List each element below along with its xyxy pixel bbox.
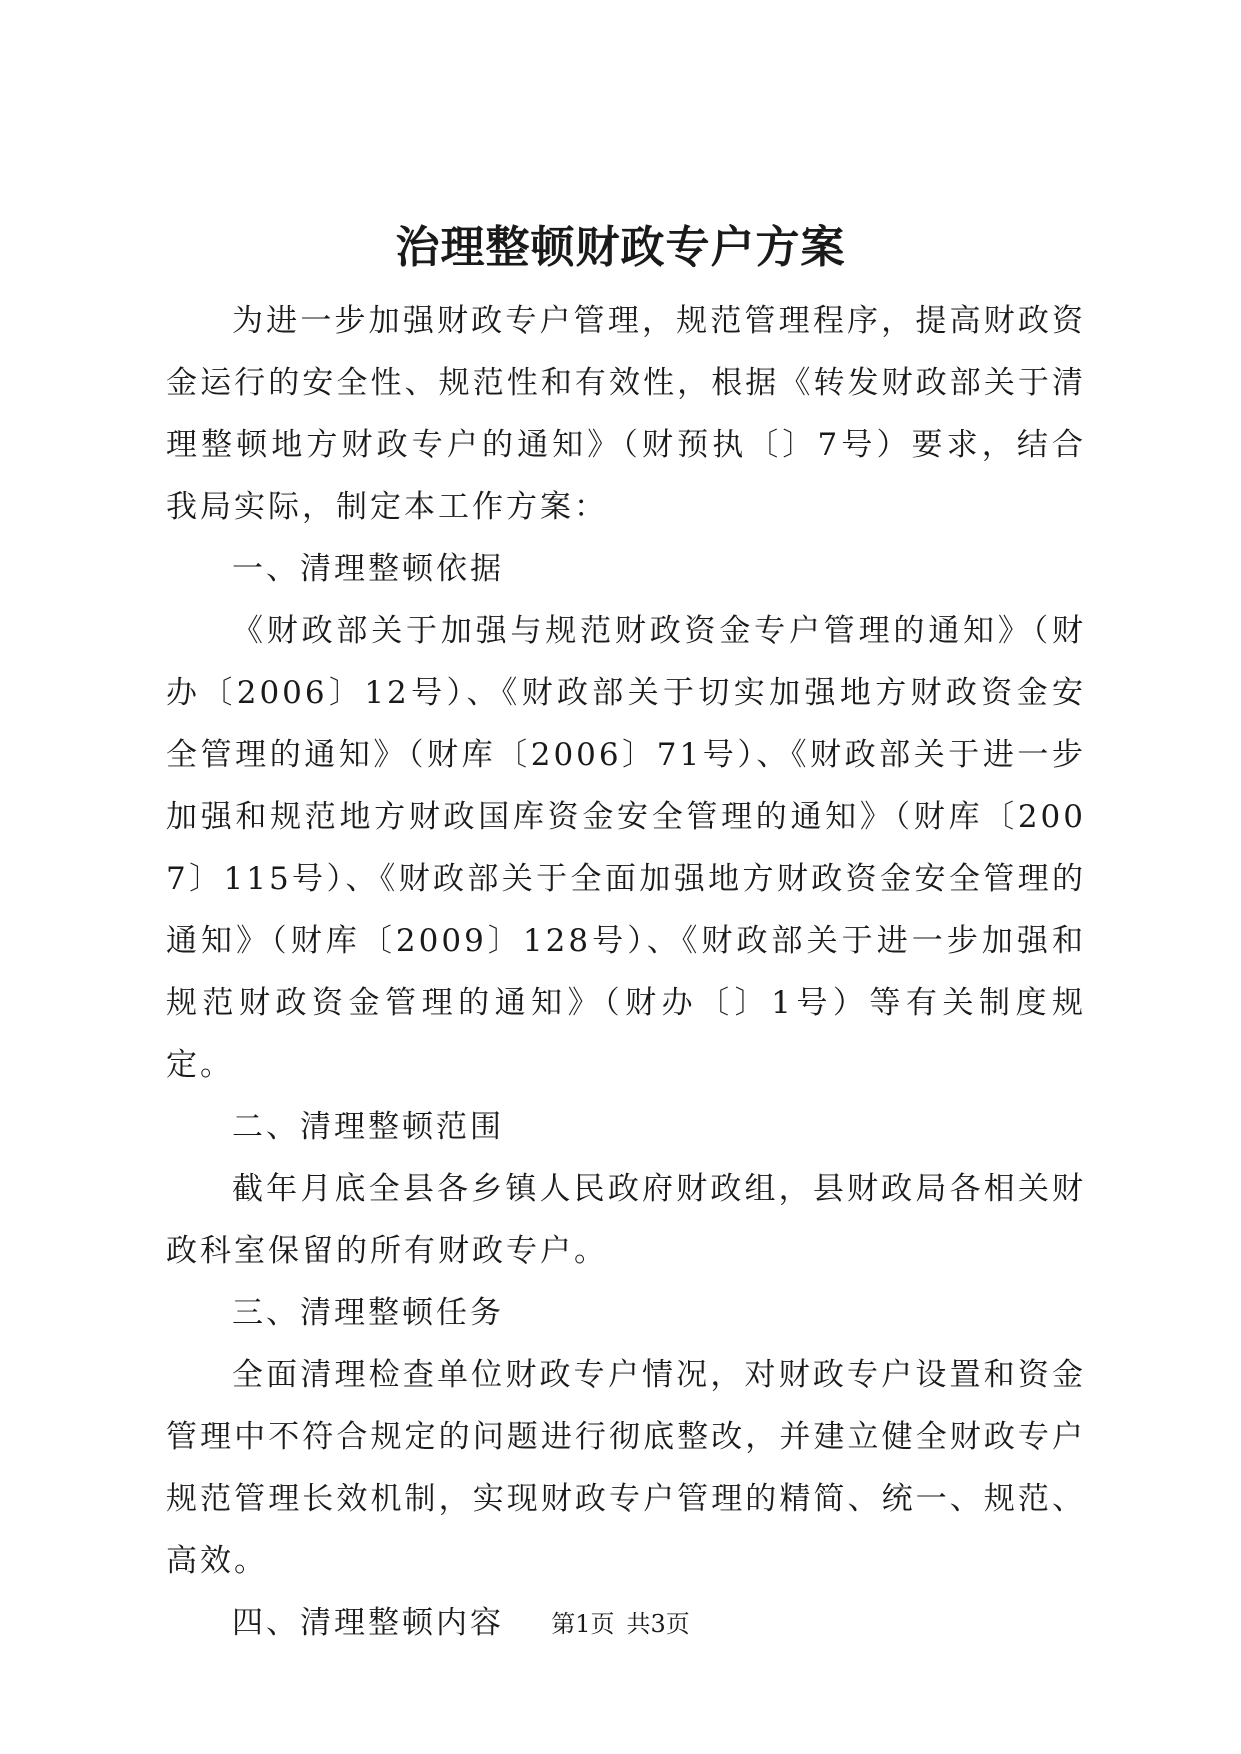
tasks-paragraph: 全面清理检查单位财政专户情况，对财政专户设置和资金管理中不符合规定的问题进行彻底整改，并建立健全财政专户规范管理长效机制，实现财政专户管理的精简、统一、规范、高效。: [166, 1357, 1086, 1579]
section-heading-tasks: 三、清理整顿任务: [232, 1295, 504, 1331]
page-footer: [0, 1608, 1241, 1640]
document-title: 治理整顿财政专户方案: [395, 222, 846, 273]
scope-paragraph: 截年月底全县各乡镇人民政府财政组，县财政局各相关财政科室保留的所有财政专户。: [166, 1171, 1086, 1269]
section-heading-content: 四、清理整顿内容: [232, 1605, 504, 1641]
section-heading-basis: 一、清理整顿依据: [232, 551, 504, 587]
intro-paragraph: 为进一步加强财政专户管理，规范管理程序，提高财政资金运行的安全性、规范性和有效性，根据《转发财政部关于清理整顿地方财政专户的通知》（财预执〔〕7号）要求，结合我局实际，制定本工作方案：: [166, 303, 1086, 525]
section-heading-scope: 二、清理整顿范围: [232, 1109, 504, 1145]
basis-paragraph: 《财政部关于加强与规范财政资金专户管理的通知》（财办〔2006〕12号）、《财政部关于切实加强地方财政资金安全管理的通知》（财库〔2006〕71号）、《财政部关于进一步加强和规范地方财政国库资金安全管理的通知》（财库〔2007〕115号）、《财政部关于全面加强地方财政资金安全管理的通知》（财库〔2009〕128号）、《财政部关于进一步加强和规范财政资金管理的通知》（财办〔〕1号）等有关制度规定。: [166, 613, 1086, 1083]
page-number-current: 第1页: [551, 1610, 615, 1638]
document-body: [166, 290, 1086, 1654]
page-number-total: 共3页: [626, 1610, 690, 1638]
